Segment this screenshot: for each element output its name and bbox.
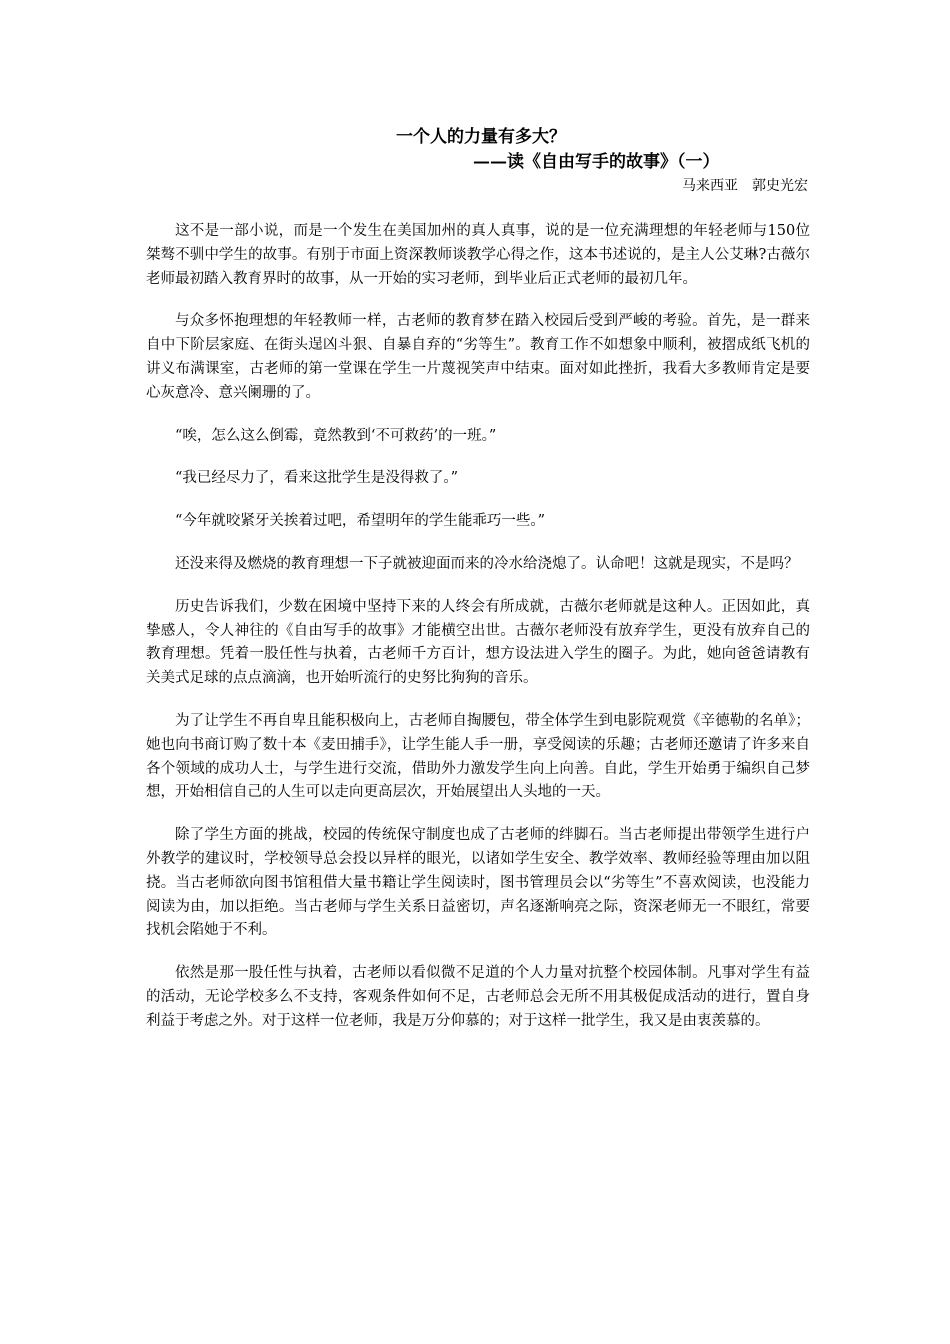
paragraph: 这不是一部小说，而是一个发生在美国加州的真人真事，说的是一位充满理想的年轻老师与150位桀骜不驯中学生的故事。有别于市面上资深教师谈教学心得之作，这本书述说的，是主人公艾琳?古薇尔老师最初踏入教育界时的故事，从一开始的实习老师，到毕业后正式老师的最初几年。 xyxy=(146,223,810,287)
document-author: 马来西亚 郭史光宏 xyxy=(682,178,808,194)
paragraph: 还没来得及燃烧的教育理想一下子就被迎面而来的冷水给浇熄了。认命吧！这就是现实，不是吗？ xyxy=(175,555,799,572)
quote-paragraph: “我已经尽力了，看来这批学生是没得救了。” xyxy=(175,470,459,487)
paragraph: 除了学生方面的挑战，校园的传统保守制度也成了古老师的绊脚石。当古老师提出带领学生进行户外教学的建议时，学校领导总会投以异样的眼光，以诸如学生安全、教学效率、教师经验等理由加以阻挠。当古老师欲向图书馆租借大量书籍让学生阅读时，图书管理员会以“劣等生”不喜欢阅读，也没能力阅读为由，加以拒绝。当古老师与学生关系日益密切，声名逐渐响亮之际，资深老师无一不眼红，常要找机会陷她于不利。 xyxy=(146,827,810,939)
article-body xyxy=(146,220,810,1034)
document-subtitle: ——读《自由写手的故事》（一） xyxy=(473,152,720,172)
paragraph: 为了让学生不再自卑且能积极向上，古老师自掏腰包，带全体学生到电影院观赏《辛德勒的名单》；她也向书商订购了数十本《麦田捕手》，让学生能人手一册，享受阅读的乐趣；古老师还邀请了许多来自各个领域的成功人士，与学生进行交流，借助外力激发学生向上向善。自此，学生开始勇于编织自己梦想，开始相信自己的人生可以走向更高层次，开始展望出人头地的一天。 xyxy=(146,712,810,801)
quote-paragraph: “今年就咬紧牙关挨着过吧，希望明年的学生能乖巧一些。” xyxy=(175,513,546,530)
document-page xyxy=(146,126,810,1053)
paragraph: 历史告诉我们，少数在困境中坚持下来的人终会有所成就，古薇尔老师就是这种人。正因如此，真挚感人，令人神往的《自由写手的故事》才能横空出世。古薇尔老师没有放弃学生，更没有放弃自己的教育理想。凭着一股任性与执着，古老师千方百计，想方设法进入学生的圈子。为此，她向爸爸请教有关美式足球的点点滴滴，也开始听流行的史努比狗狗的音乐。 xyxy=(146,598,810,687)
paragraph: 与众多怀抱理想的年轻教师一样，古老师的教育梦在踏入校园后受到严峻的考验。首先，是一群来自中下阶层家庭、在街头逞凶斗狠、自暴自弃的“劣等生”。教育工作不如想象中顺利，被摺成纸飞机的讲义布满课室，古老师的第一堂课在学生一片蔑视笑声中结束。面对如此挫折，我看大多教师肯定是要心灰意冷、意兴阑珊的了。 xyxy=(146,313,810,401)
quote-paragraph: “唉，怎么这么倒霉，竟然教到‘不可救药’的一班。” xyxy=(175,427,497,444)
paragraph: 依然是那一股任性与执着，古老师以看似微不足道的个人力量对抗整个校园体制。凡事对学生有益的活动，无论学校多么不支持，客观条件如何不足，古老师总会无所不用其极促成活动的进行，置自身利益于考虑之外。对于这样一位老师，我是万分仰慕的；对于这样一批学生，我又是由衷羡慕的。 xyxy=(146,965,810,1029)
document-title: 一个人的力量有多大？ xyxy=(396,127,566,147)
